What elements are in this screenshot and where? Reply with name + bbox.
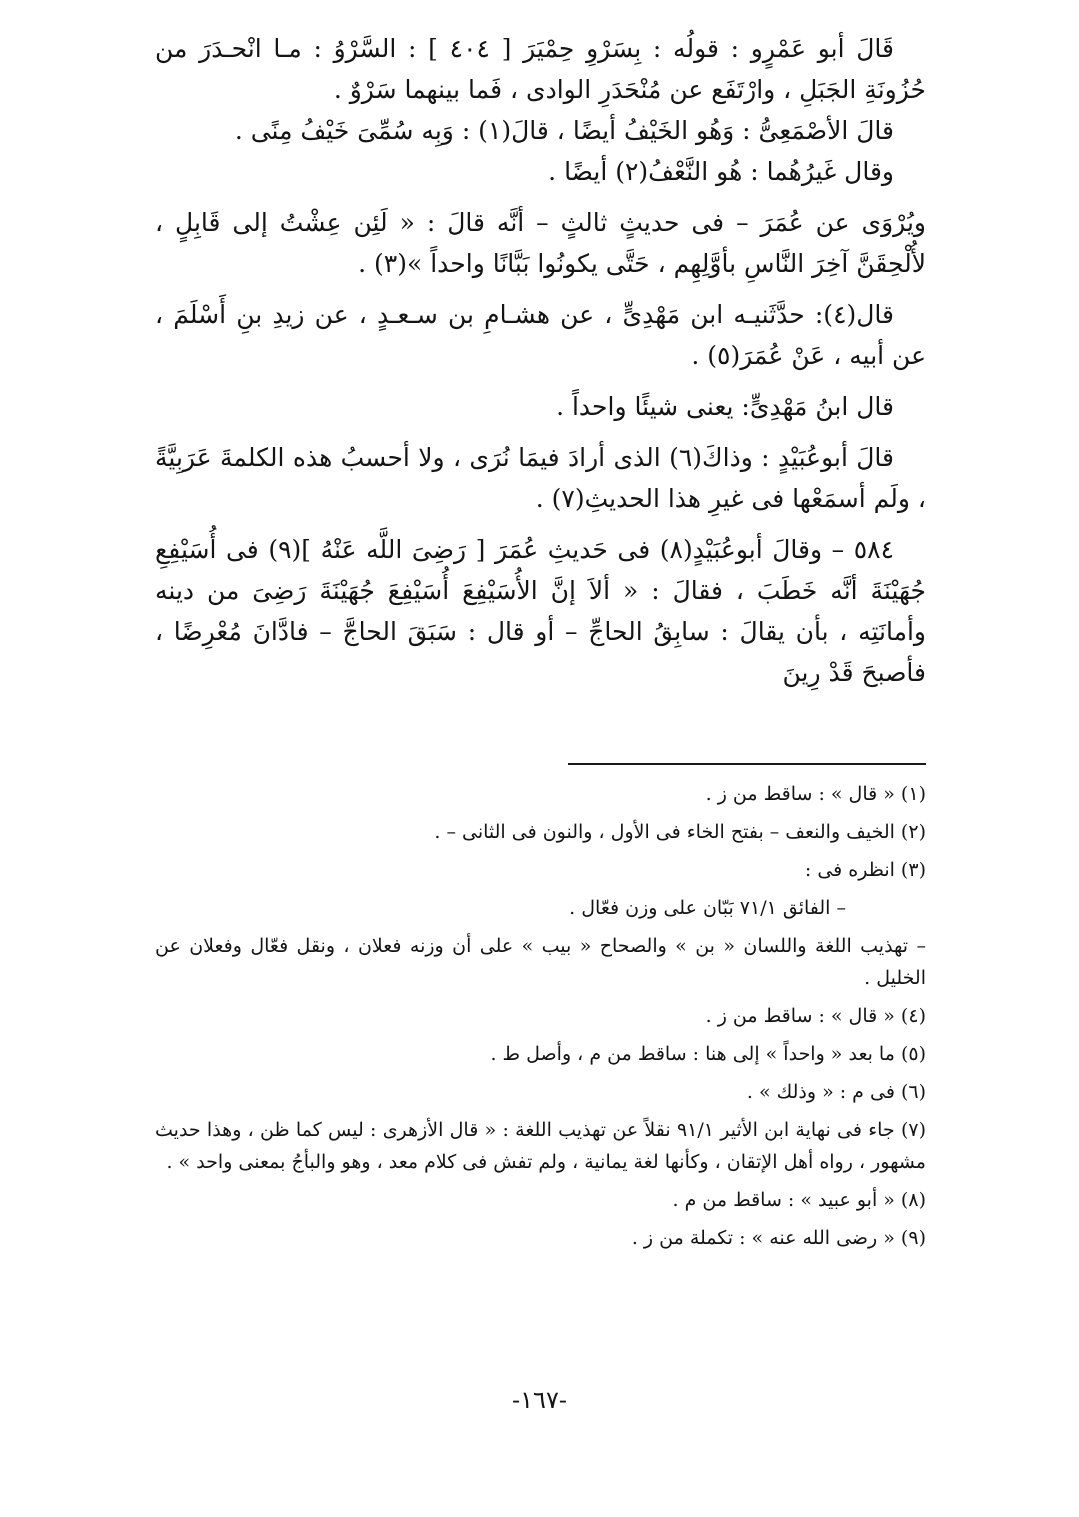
paragraph-5: قال(٤): حدَّثَنيـه ابن مَهْدِىٍّ ، عن هشـامِ بن سـعـدٍ ، عن زيدِ بنِ أَسْلَمَ ، عن أبيه ، عَنْ عُمَرَ(٥) . — [155, 300, 926, 370]
paragraph-1: قَالَ أبو عَمْرٍو : قولُه : بِسَرْوِ حِمْيَرَ [ ٤٠٤ ] : السَّرْوُ : مـا انْحـدَرَ من حُزُونَةِ الجَبَلِ ، وارْتَفَع عن مُنْحَدَرِ الوادى ، فَما بينهما سَرْوٌ . — [155, 34, 926, 104]
footnote-7: (٧) جاء فى نهاية ابن الأثير ٩١/١ نقلاً عن تهذيب اللغة : « قال الأزهرى : ليس كما ظن ، وهذا حديث مشهور ، رواه أهل الإتقان ، وكأنها لغة يمانية ، ولم تفش فى كلام معد ، وهو والبأجُ بمعنى واحد » . — [155, 1119, 926, 1173]
paragraph-8: ٥٨٤ – وقالَ أبوعُبَيْدٍ(٨) فى حَديثِ عُمَرَ [ رَضِىَ اللَّه عَنْهُ ](٩) فى أُسَيْفِعِ جُهَيْنَةَ أنَّه خَطَبَ ، فقالَ : « ألاَ إنَّ الأُسَيْفِعَ أُسَيْفِعَ جُهَيْنَةَ رَضِىَ من دينه وأمانَتِه ، بأن يقالَ : سابِقُ الحاجِّ – أو قال : سَبَقَ الحاجَّ – فادَّانَ مُعْرِضًا ، فأصبحَ قَدْ رِينَ — [155, 535, 926, 687]
footnote-4: (٤) « قال » : ساقط من ز . — [705, 1005, 926, 1027]
main-text — [155, 28, 926, 693]
footnotes — [155, 778, 926, 1260]
footnote-9: (٩) « رضى الله عنه » : تكملة من ز . — [631, 1227, 926, 1249]
page-number: -١٦٧- — [512, 1386, 567, 1414]
footnote-8: (٨) « أبو عبيد » : ساقط من م . — [672, 1189, 926, 1211]
footnote-5: (٥) ما بعد « واحداً » إلى هنا : ساقط من م ، وأصل ط . — [490, 1043, 926, 1065]
paragraph-6: قال ابنُ مَهْدِىٍّ: يعنى شيئًا واحداً . — [556, 392, 894, 421]
paragraph-2: قالَ الأصْمَعِىُّ : وَهُو الخَيْفُ أيضًا ، قالَ(١) : وَبِه سُمِّىَ خَيْفُ مِنًى . — [234, 116, 894, 145]
footnote-separator — [568, 763, 926, 765]
paragraph-4: ويُرْوَى عن عُمَرَ – فى حديثٍ ثالثٍ – أنَّه قالَ : « لَئِن عِشْتُ إلى قَابِلٍ ، لأُلْحِقَنَّ آخِرَ النَّاسِ بأوَّلِهِم ، حَتَّى يكونُوا بَبَّانًا واحداً »(٣) . — [155, 208, 926, 278]
footnote-3-item-2: – تهذيب اللغة واللسان « بن » والصحاح « بيب » على أن وزنه فعلان ، ونقل فعّال وفعلان عن الخليل . — [155, 935, 926, 989]
paragraph-7: قالَ أبوعُبَيْدٍ : وذاكَ(٦) الذى أرادَ فيمَا نُرَى ، ولا أحسبُ هذه الكلمةَ عَرَبِيَّةً ، ولَم أسمَعْها فى غيرِ هذا الحديثِ(٧) . — [155, 443, 926, 513]
footnote-3: (٣) انظره فى : — [804, 859, 926, 881]
paragraph-3: وقال غَيرُهُما : هُو النَّعْفُ(٢) أيضًا . — [548, 157, 894, 186]
footnote-6: (٦) فى م : « وذلك » . — [746, 1081, 926, 1103]
footnote-1: (١) « قال » : ساقط من ز . — [705, 783, 926, 805]
footnote-3-item-1: – الفائق ٧١/١ بَبّان على وزن فعّال . — [569, 897, 846, 919]
footnote-2: (٢) الخيف والنعف – بفتح الخاء فى الأول ، والنون فى الثانى – . — [434, 821, 926, 843]
